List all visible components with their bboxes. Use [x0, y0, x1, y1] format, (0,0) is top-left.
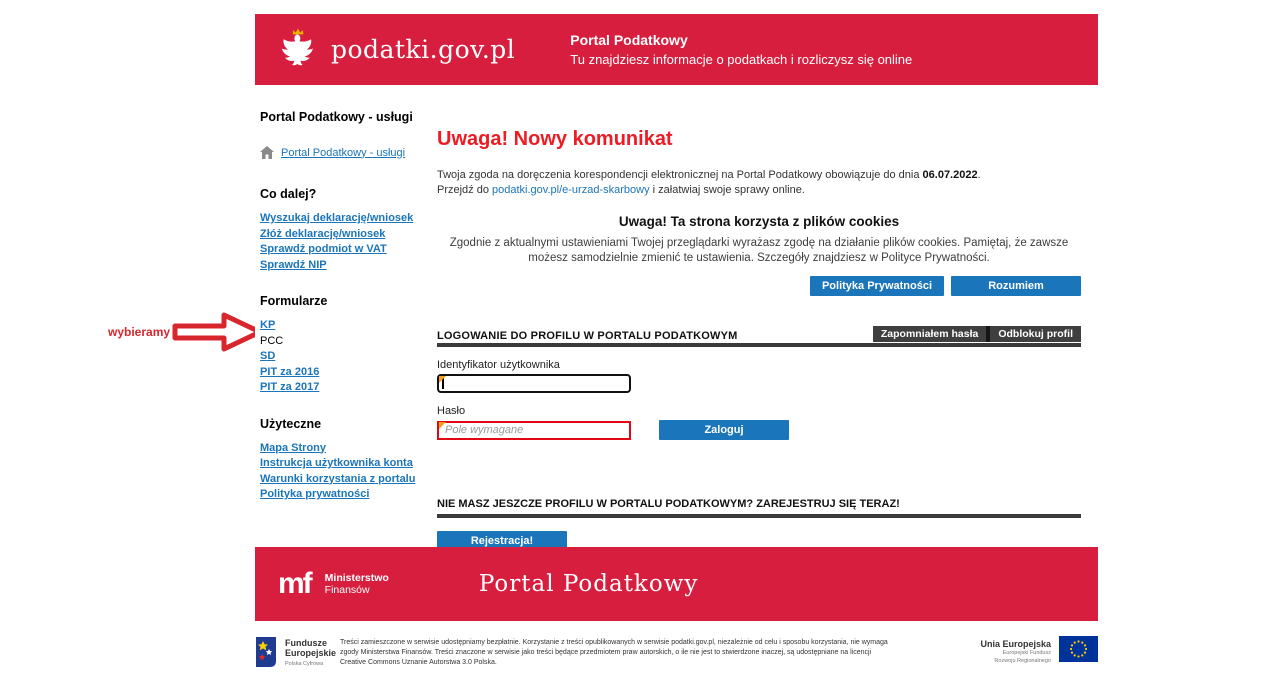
sidebar-link-polityka-prywatnosci[interactable]: Polityka prywatności — [260, 488, 370, 500]
password-input[interactable] — [437, 421, 631, 440]
list-item — [260, 320, 440, 331]
sidebar-link-pit-2017[interactable]: PIT za 2017 — [260, 381, 320, 393]
forgot-password-button[interactable]: Zapomniałem hasła — [873, 326, 986, 342]
username-input[interactable] — [437, 374, 631, 393]
username-input-wrap — [437, 374, 631, 394]
required-corner-marker — [439, 422, 446, 429]
notice-line2-tail: i załatwiaj swoje sprawy online. — [649, 184, 805, 197]
eu-funds-line1: Fundusze — [285, 638, 327, 648]
cookies-banner — [437, 214, 1081, 296]
footer-portal-title: Portal Podatkowy — [478, 571, 699, 597]
login-helper-links — [873, 326, 1081, 342]
header-titles — [570, 32, 912, 67]
polish-eagle-icon — [277, 26, 319, 74]
notice-title: Uwaga! Nowy komunikat — [437, 128, 673, 150]
sidebar-link-sprawdz-nip[interactable]: Sprawdź NIP — [260, 258, 327, 271]
register-heading: NIE MASZ JESZCZE PROFILU W PORTALU PODATKOWYM? ZAREJESTRUJ SIĘ TERAZ! — [437, 498, 1081, 518]
main-content — [437, 122, 1081, 551]
ministry-of-finance-logo-icon: mf — [278, 567, 311, 600]
sidebar-link-pcc[interactable]: PCC — [260, 334, 284, 347]
brand-wordmark: podatki.gov.pl — [331, 35, 516, 64]
sidebar-link-sd[interactable]: SD — [260, 350, 276, 362]
ministry-line2: Finansów — [324, 584, 370, 596]
header-title: Portal Podatkowy — [570, 32, 688, 48]
annotation-wybieramy-label: wybieramy — [108, 325, 171, 339]
cookies-text: Zgodnie z aktualnymi ustawieniami Twojej przeglądarki wyrażasz zgodę na działanie plików cookies. Pamiętaj, że zawsze możesz samodzielnie zmienić te ustawienia. Szczegóły znajdziesz w Polityce Prywatności. — [449, 236, 1069, 265]
sidebar-link-kp[interactable]: KP — [260, 319, 276, 331]
notice-line1 — [437, 168, 1081, 183]
disclaimer-line1: Treści zamieszczone w serwisie udostępniamy bezpłatnie. Korzystanie z treści opublikowanych w serwisie podatki.gov.pl, niezależnie od celu i sposobu korzystania, nie wymaga — [340, 639, 888, 646]
notice-line2-text: Przejdź do — [437, 184, 493, 197]
european-funds-text — [285, 636, 336, 668]
list-item — [260, 367, 440, 378]
list-item — [260, 351, 440, 362]
register-button[interactable]: Rejestracja! — [437, 531, 567, 551]
european-union-logo — [980, 636, 1098, 665]
header-subtitle: Tu znajdziesz informacje o podatkach i rozliczysz się online — [570, 52, 913, 67]
sidebar-link-wyszukaj-deklaracje[interactable]: Wyszukaj deklarację/wniosek — [260, 212, 414, 224]
notice-line1-text: Twoja zgoda na doręczenia korespondencji elektronicznej na Portal Podatkowy obowiązuje do dnia — [437, 169, 923, 181]
list-item — [260, 260, 440, 271]
list-item — [260, 458, 440, 469]
eu-line1: Unia Europejska — [980, 639, 1051, 649]
ministry-line1: Ministerstwo — [324, 572, 389, 584]
sidebar-home-link[interactable]: Portal Podatkowy - usługi — [281, 146, 406, 159]
password-input-wrap — [437, 420, 631, 440]
password-row — [437, 417, 1081, 440]
notice-paragraph — [437, 168, 1081, 199]
accept-cookies-button[interactable]: Rozumiem — [951, 276, 1081, 296]
ministry-name — [325, 572, 389, 596]
unlock-profile-button[interactable]: Odblokuj profil — [990, 326, 1081, 342]
eu-text — [980, 636, 1051, 665]
home-icon — [260, 146, 274, 159]
login-section — [437, 326, 1081, 441]
notice-line1-period: . — [977, 169, 981, 181]
register-section — [437, 498, 1081, 551]
list-item — [260, 489, 440, 500]
eu-line3: Rozwoju Regionalnego — [994, 658, 1051, 665]
cookies-buttons — [437, 276, 1081, 296]
eu-funds-subtitle: Polska Cyfrowa — [285, 660, 324, 667]
e-urzad-skarbowy-link[interactable]: podatki.gov.pl/e-urzad-skarbowy — [492, 184, 650, 197]
sidebar-link-pit-2016[interactable]: PIT za 2016 — [260, 365, 320, 378]
username-label: Identyfikator użytkownika — [437, 358, 560, 371]
sidebar-heading-formularze: Formularze — [260, 294, 328, 308]
disclaimer-line3: Creative Commons Uznanie Autorstwa 3.0 Polska. — [340, 659, 497, 666]
list-item — [260, 213, 440, 224]
european-funds-flag-icon — [255, 636, 277, 668]
sidebar-links-formularze — [260, 320, 440, 393]
login-button[interactable]: Zaloguj — [659, 420, 789, 440]
sidebar-heading-co-dalej: Co dalej? — [260, 187, 317, 201]
sidebar-links-co-dalej — [260, 213, 440, 270]
cookies-title: Uwaga! Ta strona korzysta z plików cookies — [618, 213, 900, 229]
bottom-strip — [255, 632, 1098, 684]
sidebar-link-mapa-strony[interactable]: Mapa Strony — [260, 441, 327, 454]
sidebar-link-warunki-portalu[interactable]: Warunki korzystania z portalu — [260, 472, 416, 485]
required-corner-marker — [439, 376, 446, 383]
portal-page — [255, 0, 1098, 700]
login-heading-row — [437, 326, 1081, 347]
eu-funds-line2: Europejskie — [285, 648, 337, 659]
sidebar-heading-uzyteczne: Użyteczne — [260, 416, 322, 431]
privacy-policy-button[interactable]: Polityka Prywatności — [810, 276, 944, 296]
notice-line2 — [437, 183, 1081, 198]
notice-deadline-date: 06.07.2022 — [922, 169, 978, 181]
eu-flag-icon — [1059, 636, 1098, 662]
footer-disclaimer — [340, 638, 934, 668]
list-item — [260, 229, 440, 240]
sidebar-home-row — [260, 146, 440, 159]
disclaimer-line2: zgody Ministerstwa Finansów. Treści znaczone w serwisie jako treści będące przedmiotem praw autorskich, o ile nie jest to stwierdzone inaczej, są udostępniane na licencji — [340, 649, 872, 656]
sidebar-link-sprawdz-podmiot-vat[interactable]: Sprawdź podmiot w VAT — [260, 243, 387, 255]
footer-band — [255, 547, 1098, 621]
sidebar-title: Portal Podatkowy - usługi — [260, 110, 413, 124]
annotation-arrow-icon — [172, 310, 264, 354]
list-item — [260, 443, 440, 454]
password-label: Hasło — [437, 405, 466, 418]
list-item — [260, 244, 440, 255]
header-band — [255, 14, 1098, 85]
sidebar-link-instrukcja-konta[interactable]: Instrukcja użytkownika konta — [260, 457, 413, 469]
sidebar-link-zloz-deklaracje[interactable]: Złóż deklarację/wniosek — [260, 227, 386, 240]
eu-line2: Europejski Fundusz — [1002, 650, 1051, 656]
login-heading: LOGOWANIE DO PROFILU W PORTALU PODATKOWYM — [437, 329, 738, 342]
list-item — [260, 336, 440, 347]
sidebar-links-uzyteczne — [260, 443, 440, 500]
list-item — [260, 382, 440, 393]
list-item — [260, 474, 440, 485]
sidebar — [260, 110, 440, 524]
european-funds-logo — [255, 636, 336, 668]
